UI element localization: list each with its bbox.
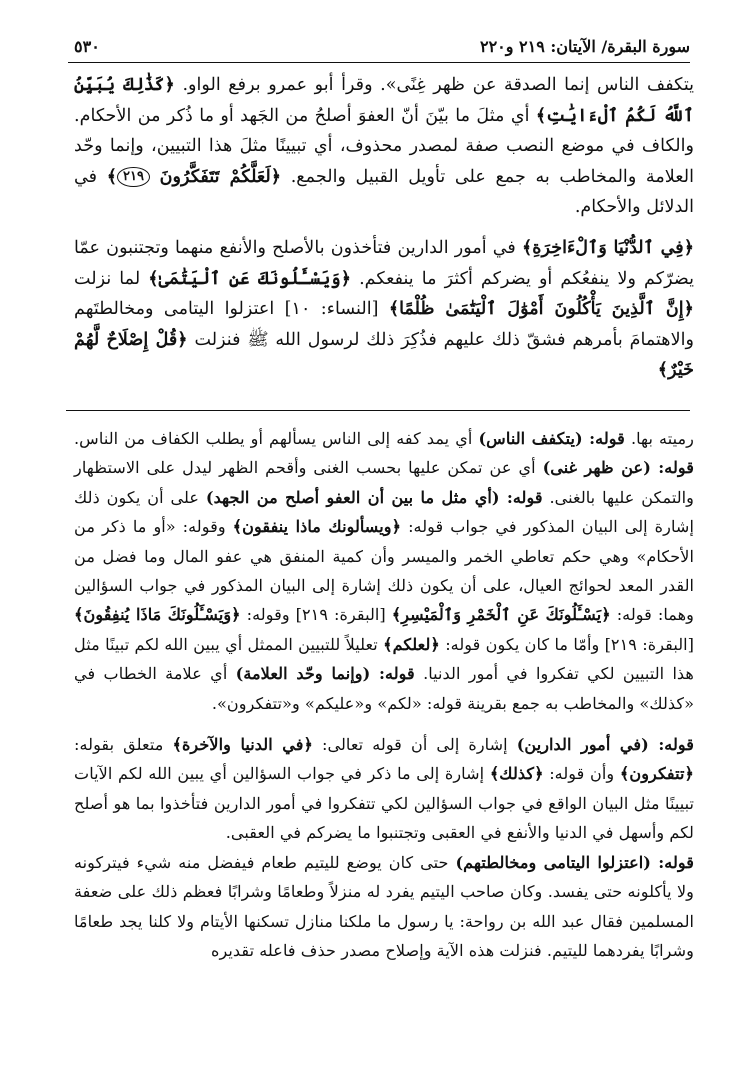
gloss-paragraph	[74, 730, 694, 965]
gloss-text-run: تعليلاً للتبيين الممثل أي يبين الله لكم تبينًا مثل هذا التبيين لكي تفكروا في أمور الدنيا.	[74, 634, 694, 684]
commentary-text-run: [النساء: ١٠] اعتزلوا اليتامى ومخالطتَهم والاهتمامَ بأمرهم فشقّ ذلك عليهم فذُكِرَ ذلك لرسول الله ﷺ فنزلت	[74, 299, 694, 350]
quran-verse: ﴿تتفكرون﴾	[619, 764, 694, 784]
gloss-lemma: قوله: (في أمور الدارين)	[516, 735, 695, 755]
gloss-lemma: قوله: (عن ظهر غنى)	[542, 458, 694, 478]
commentary-paragraph	[74, 70, 694, 223]
running-title: سورة البقرة/ الآيتان: ٢١٩ و٢٢٠	[479, 36, 690, 56]
commentary-text-run: في أمور الدارين فتأخذون بالأصلح والأنفع منهما وتجتنبون عمّا يضرّكم ولا ينفعُكم أو يضركم أكثرَ ما ينفعكم.	[74, 237, 694, 289]
quran-verse: ﴿قُلْ إِصْلَاحٌ لَّهُمْ خَيْرٌ﴾	[74, 328, 694, 381]
quran-verse: ﴿في الدنيا والآخرة﴾	[172, 735, 313, 755]
page-number: ٥٣٠	[74, 36, 100, 56]
page-header	[74, 32, 690, 60]
gloss-text-run: على أن يكون ذلك إشارة إلى البيان المذكور في جواب قوله:	[74, 487, 694, 537]
quran-verse: ﴿ويسألونك ماذا ينفقون﴾	[232, 517, 402, 537]
commentary-text-run: يتكفف الناس إنما الصدقة عن ظهر غِنًى». وقرأ أبو عمرو برفع الواو.	[182, 75, 695, 95]
gloss-lemma: قوله: (أي مثل ما بين أن العفو أصلح من الجهد)	[205, 487, 543, 507]
quran-verse: ﴿يَسْـَٔلُونَكَ عَنِ ٱلْخَمْرِ وَٱلْمَيْسِرِ﴾	[391, 605, 611, 625]
commentary-text	[74, 70, 694, 386]
commentary-text-run: في الدلائل والأحكام.	[74, 166, 694, 218]
commentary-text-run: لما نزلت	[74, 268, 141, 289]
quran-verse: ﴿إِنَّ ٱلَّذِينَ يَأْكُلُونَ أَمْوَٰلَ ٱلْيَتَٰمَىٰ ظُلْمًا﴾	[388, 298, 694, 320]
gloss-text-run: أي عن تمكن عليها بحسب الغنى وأقحم الظهر ليدل على الاستظهار والتمكن عليها بالغنى.	[74, 458, 694, 507]
quran-verse: ﴿وَيَسْـَٔلُونَكَ مَاذَا يُنفِقُونَ﴾	[74, 605, 241, 625]
quran-verse: ﴿لعلكم﴾	[383, 634, 440, 654]
quran-verse: ﴿وَيَسْـَٔلُونَكَ عَنِ ٱلْيَتَٰمَىٰ﴾	[148, 267, 352, 289]
gloss-text-run: وأن قوله:	[549, 764, 615, 784]
quran-verse: ﴿كذلك﴾	[489, 764, 544, 784]
commentary-paragraph	[74, 233, 694, 386]
header-rule	[68, 62, 690, 63]
gloss-text-run: أي يمد كفه إلى الناس يسألهم أو يطلب الكفاف من الناس.	[74, 429, 473, 448]
gloss-text-run: [البقرة: ٢١٩] وقوله:	[246, 605, 386, 625]
gloss-text-run: رميته بها.	[630, 429, 694, 448]
gloss-text-run: متعلق بقوله:	[74, 735, 164, 755]
gloss-paragraph	[74, 424, 694, 718]
gloss-text-run: أي علامة الخطاب في «كذلك» والمخاطب به جمع بقرينة قوله: «لكم» و«عليكم» و«تتفكرون».	[74, 664, 694, 713]
gloss-text-run: إشارة إلى أن قوله تعالى:	[322, 735, 508, 755]
gloss-text-run: [البقرة: ٢١٩] وأمّا ما كان يكون قوله:	[445, 634, 694, 654]
gloss-lemma: قوله: (اعتزلوا اليتامى ومخالطتهم)	[455, 852, 694, 872]
gloss-text-run: إشارة إلى ما ذكر في جواب السؤالين أي يبين الله لكم الآيات تبيينًا مثل البيان الواقع في جواب السؤالين لكي تتفكروا في أمور الدارين فتأخذوا بما هو أصلح لكم وأسهل في الدنيا والأنفع في العقبى وتجتنبوا ما يضركم في العقبى.	[74, 764, 694, 843]
gloss-lemma: قوله: (وإنما وحّد العلامة)	[235, 664, 415, 684]
gloss-lemma: قوله: (يتكفف الناس)	[478, 429, 625, 448]
quran-verse: ﴿لَعَلَّكُمْ تَتَفَكَّرُونَ	[159, 165, 282, 187]
ayah-number-marker: ٢١٩	[117, 167, 150, 187]
quran-verse: ﴿كَذَٰلِكَ يُبَيِّنُ ٱللَّهُ لَكُمُ ٱلْءَايَٰتِ﴾	[74, 74, 694, 126]
gloss-text	[74, 424, 694, 965]
gloss-text-run: حتى كان يوضع لليتيم طعام فيفضل منه شيء فيتركونه ولا يأكلونه حتى يفسد. وكان صاحب اليتيم يفرد له منزلاً وطعامًا وشرابًا فعظم ذلك على ضعفة المسلمين فقال عبد الله بن رواحة: يا رسول ما ملكنا منازل تسكنها الأيتام ولا كلنا يجد طعامًا وشرابًا يفردهما لليتيم. فنزلت هذه الآية وإصلاح مصدر حذف فاعله تقديره	[74, 852, 694, 960]
footnote-separator	[66, 410, 690, 411]
quran-verse: ﴿فِي ٱلدُّنْيَا وَٱلْءَاخِرَةِ﴾	[521, 236, 695, 258]
gloss-text-run: وقوله: «أو ما ذكر من الأحكام» وهي حكم تعاطي الخمر والميسر وأن كمية المنفق هي عفو المال وما فضل من القدر المعد لحوائج العيال، على أن يكون ذلك إشارة إلى البيان المذكور في جواب السؤالين وهما: قوله:	[74, 517, 694, 625]
quran-verse-close: ﴾	[106, 165, 118, 187]
commentary-text-run: أي مثلَ ما بيّنَ أنّ العفوَ أصلحُ من الجَهد أو ما ذُكر من الأحكام. والكاف في موضع النصب صفة لمصدر محذوف، أي تبيينًا مثلَ هذا التبيين، وإنما وحّد العلامة والمخاطب به جمع على تأويل القبيل والجمع.	[74, 105, 695, 187]
